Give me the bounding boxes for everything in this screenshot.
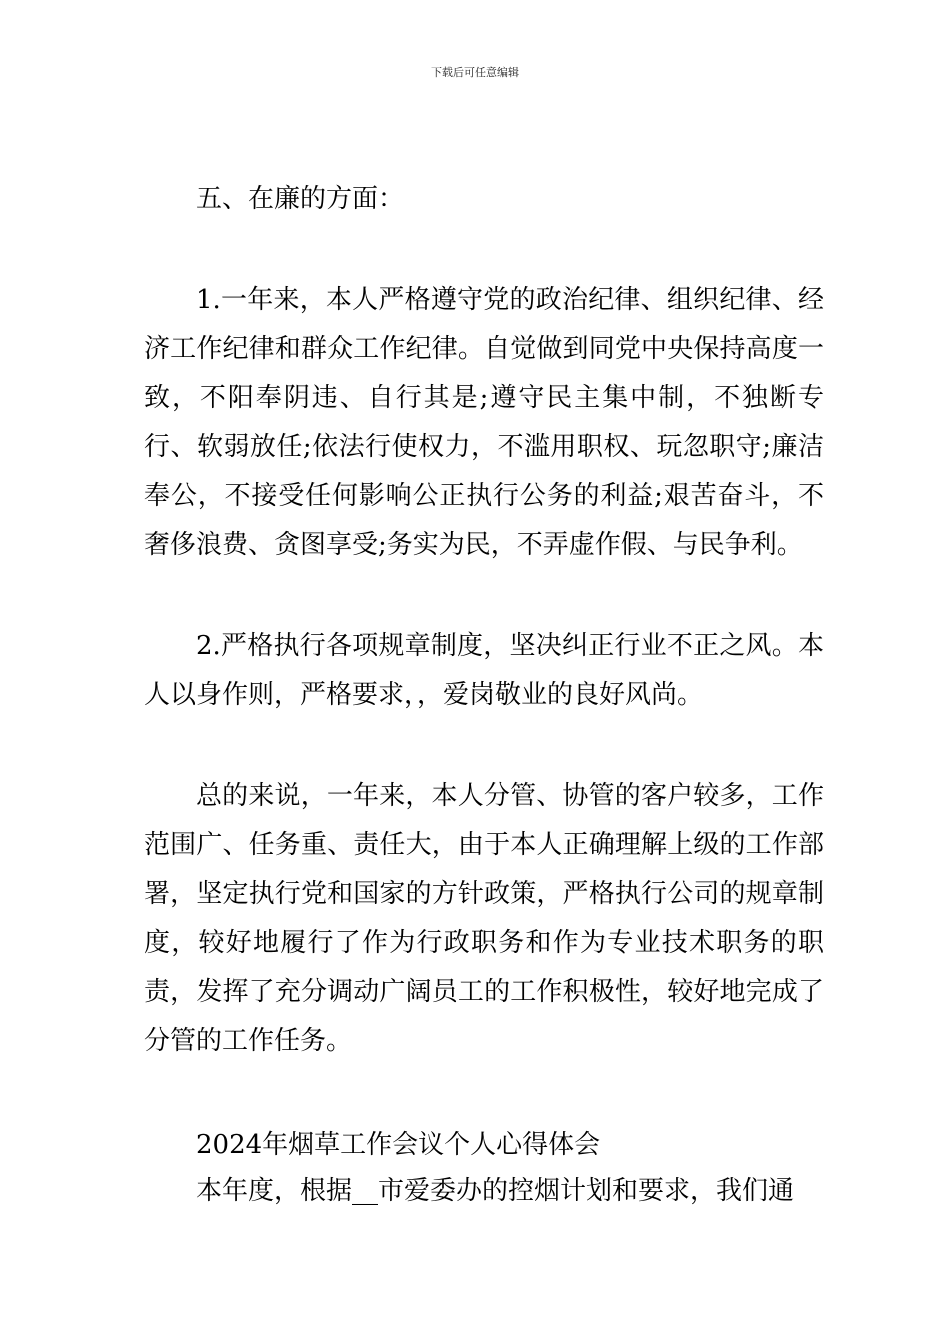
- paragraph-item-1: 1.一年来，本人严格遵守党的政治纪律、组织纪律、经济工作纪律和群众工作纪律。自觉做到同党中央保持高度一致，不阳奉阴违、自行其是;遵守民主集中制，不独断专行、软弱放任;依法行使权力，不滥用职权、玩忽职守;廉洁奉公，不接受任何影响公正执行公务的利益;艰苦奋斗，不奢侈浪费、贪图享受;务实为民，不弄虚作假、与民争利。: [144, 285, 824, 560]
- paragraph-item-2: 2.严格执行各项规章制度，坚决纠正行业不正之风。本人以身作则，严格要求，，爱岗敬业的良好风尚。: [144, 631, 824, 710]
- paragraph-summary: 总的来说，一年来，本人分管、协管的客户较多，工作范围广、任务重、责任大，由于本人正确理解上级的工作部署，坚定执行党和国家的方针政策，严格执行公司的规章制度，较好地履行了作为行政职务和作为专业技术职务的职责，发挥了充分调动广阔员工的工作积极性，较好地完成了分管的工作任务。: [144, 781, 824, 1056]
- article-intro: 本年度，根据__市爱委办的控烟计划和要求，我们通: [196, 1176, 795, 1206]
- article-title: 2024年烟草工作会议个人心得体会: [196, 1130, 601, 1160]
- page-header-note: 下载后可任意编辑: [431, 66, 519, 79]
- section-heading: 五、在廉的方面：: [196, 184, 405, 214]
